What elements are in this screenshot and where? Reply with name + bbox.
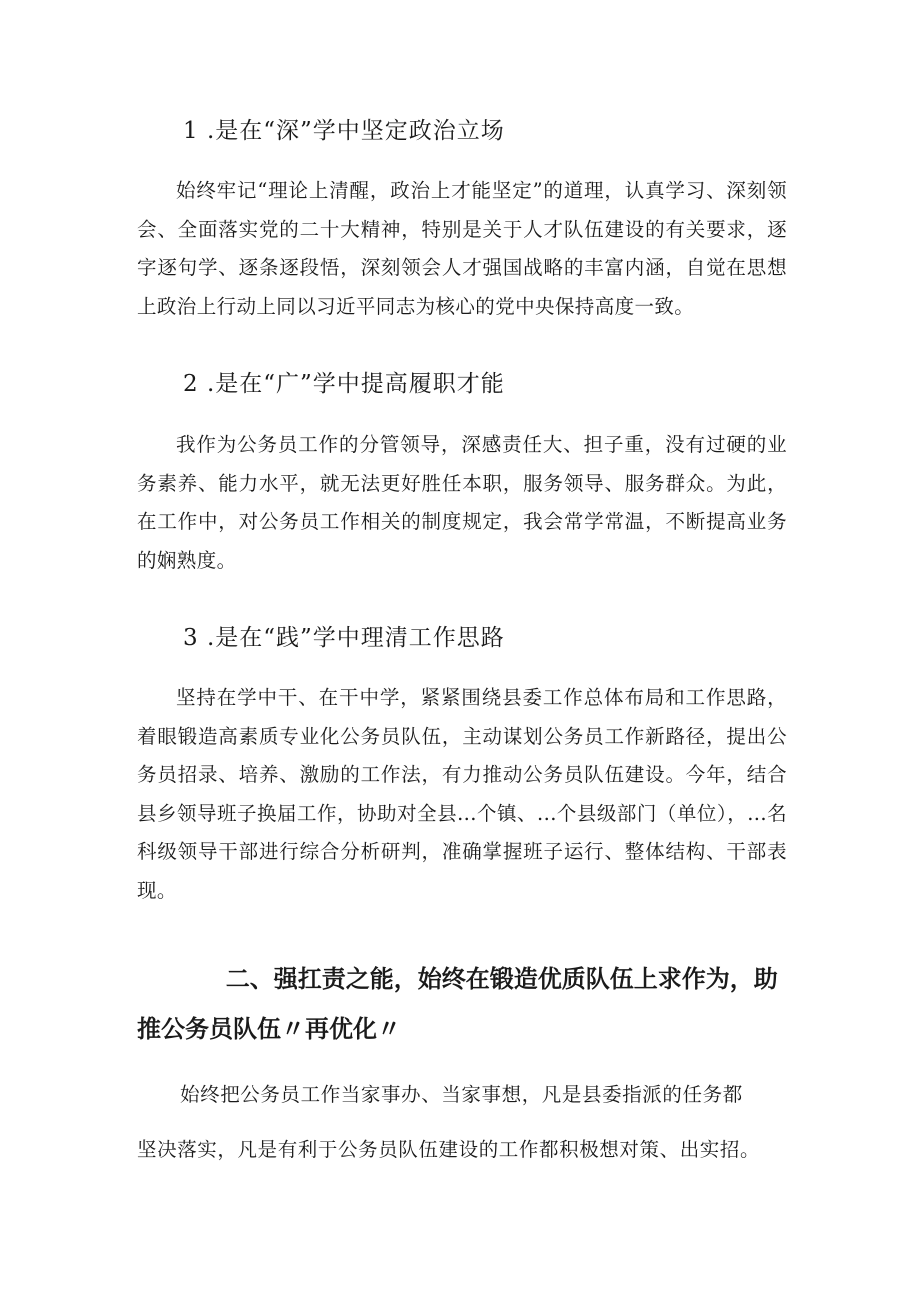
chapter-2-body-line-2: 坚决落实，凡是有利于公务员队伍建设的工作都积极想对策、出实招。 xyxy=(137,1138,761,1161)
section-3-heading: 3 .是在“践”学中理清工作思路 xyxy=(183,625,505,651)
chapter-2-heading: 二、强扛责之能，始终在锻造优质队伍上求作为，助推公务员队伍〃再优化〃 xyxy=(137,965,778,1043)
section-2-body: 我作为公务员工作的分管领导，深感责任大、担子重，没有过硬的业务素养、能力水平，就无法更好胜任本职，服务领导、服务群众。为此，在工作中，对公务员工作相关的制度规定，我会常学常温，不断提高业务的娴熟度。 xyxy=(137,433,787,572)
section-2-heading: 2 .是在“广”学中提高履职才能 xyxy=(183,371,505,397)
section-3-body: 坚持在学中干、在干中学，紧紧围绕县委工作总体布局和工作思路，着眼锻造高素质专业化公务员队伍，主动谋划公务员工作新路径，提出公务员招录、培养、激励的工作法，有力推动公务员队伍建设。今年，结合县乡领导班子换届工作，协助对全县...个镇、...个县级部门（单位），...名科级领导干部进行综合分析研判，准确掌握班子运行、整体结构、干部表现。 xyxy=(137,686,787,902)
section-1-heading: 1 .是在“深”学中坚定政治立场 xyxy=(183,118,505,144)
chapter-2-body-line-1: 始终把公务员工作当家事办、当家事想，凡是县委指派的任务都 xyxy=(180,1083,743,1106)
section-1-body: 始终牢记“理论上清醒，政治上才能坚定”的道理，认真学习、深刻领会、全面落实党的二十大精神，特别是关于人才队伍建设的有关要求，逐字逐句学、逐条逐段悟，深刻领会人才强国战略的丰富内涵，自觉在思想上政治上行动上同以习近平同志为核心的党中央保持高度一致。 xyxy=(137,179,787,318)
